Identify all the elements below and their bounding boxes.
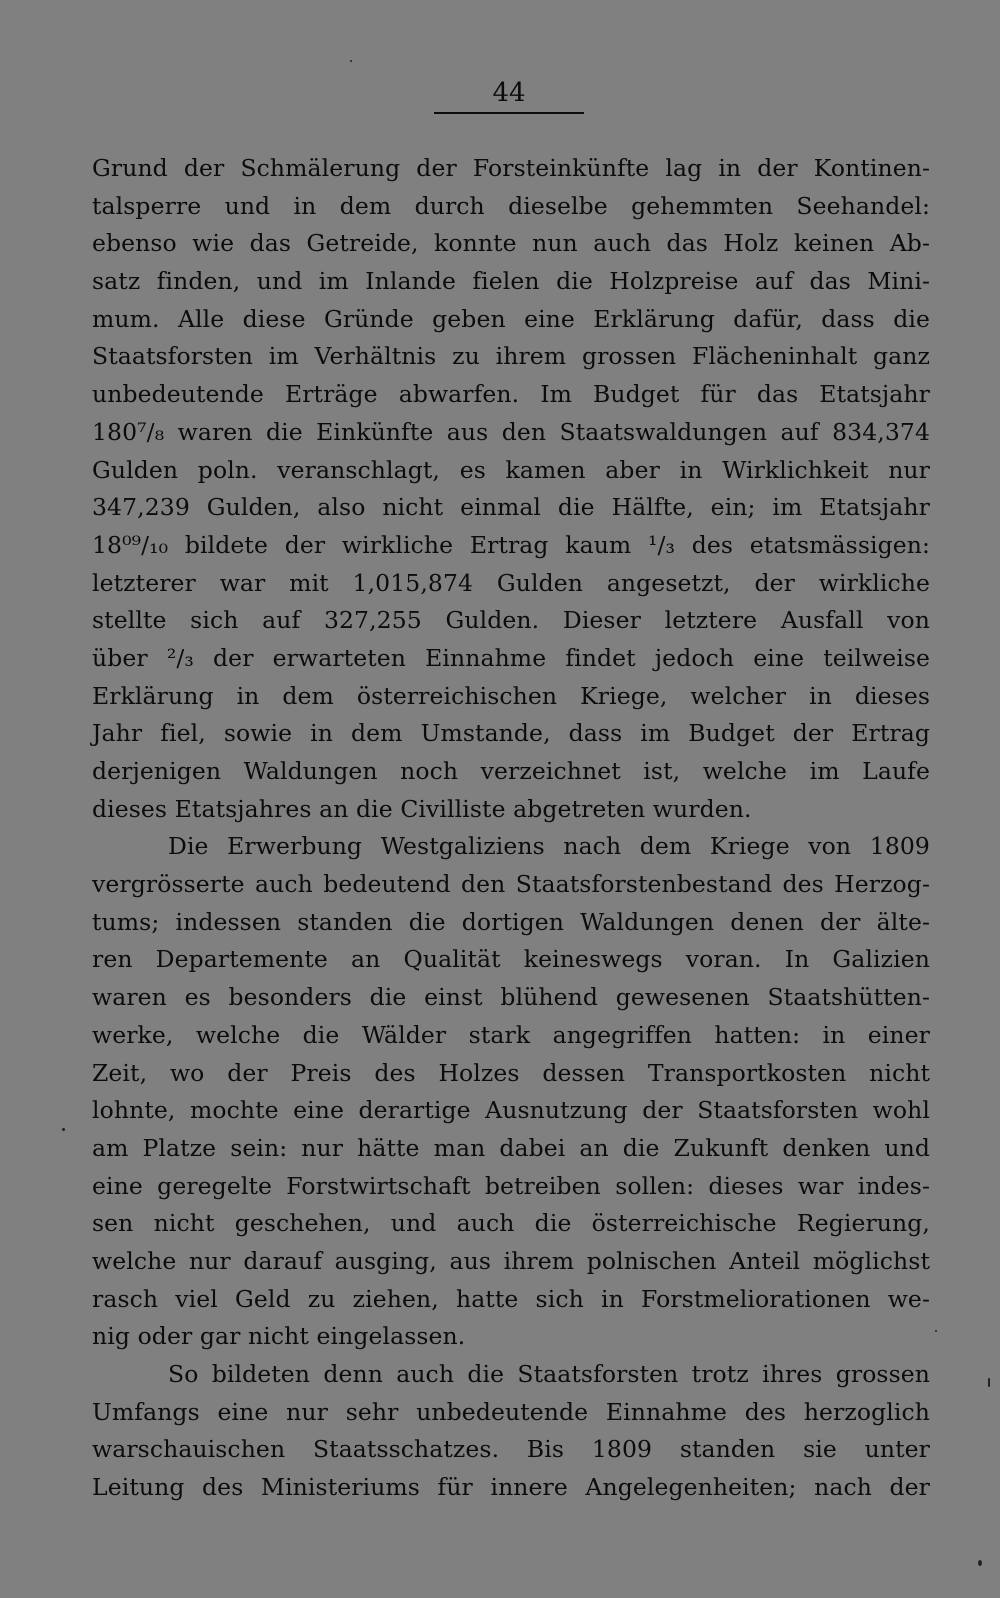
text-line: welche nur darauf ausging, aus ihrem polnischen Anteil möglichst [92,1246,930,1275]
page-number: 44 [434,78,584,114]
text-line: stellte sich auf 327,255 Gulden. Dieser letztere Ausfall von [92,606,930,635]
paragraph-start-line: Die Erwerbung Westgaliziens nach dem Kriege von 1809 [168,832,930,861]
text-line: 347,239 Gulden, also nicht einmal die Hälfte, ein; im Etatsjahr [92,493,930,522]
text-line: unbedeutende Erträge abwarfen. Im Budget für das Etatsjahr [92,380,930,409]
text-line: Staatsforsten im Verhältnis zu ihrem grossen Flächeninhalt ganz [92,342,930,371]
text-line: talsperre und in dem durch dieselbe gehemmten Seehandel: [92,191,930,220]
paragraph-end-line: dieses Etatsjahres an die Civilliste abgetreten wurden. [92,794,752,823]
text-line: Leitung des Ministeriums für innere Angelegenheiten; nach der [92,1473,930,1502]
text-line: vergrösserte auch bedeutend den Staatsforstenbestand des Herzog- [92,870,930,899]
text-line: lohnte, mochte eine derartige Ausnutzung der Staatsforsten wohl [92,1096,930,1125]
text-line: rasch viel Geld zu ziehen, hatte sich in Forstmeliorationen we- [92,1284,930,1313]
text-line: waren es besonders die einst blühend gewesenen Staatshütten- [92,983,930,1012]
text-line: mum. Alle diese Gründe geben eine Erklärung dafür, dass die [92,304,930,333]
text-line: ebenso wie das Getreide, konnte nun auch das Holz keinen Ab- [92,229,930,258]
body-text [92,150,930,1507]
scan-speck [350,60,352,62]
text-line: sen nicht geschehen, und auch die österreichische Regierung, [92,1209,930,1238]
text-line: satz finden, und im Inlande fielen die Holzpreise auf das Mini- [92,267,930,296]
text-line: eine geregelte Forstwirtschaft betreiben sollen: dieses war indes- [92,1171,930,1200]
scan-speck [935,1330,937,1332]
text-line: Umfangs eine nur sehr unbedeutende Einnahme des herzoglich [92,1397,930,1426]
text-line: ren Departemente an Qualität keineswegs voran. In Galizien [92,945,930,974]
text-line: 180⁷/₈ waren die Einkünfte aus den Staatswaldungen auf 834,374 [92,417,930,446]
text-line: Grund der Schmälerung der Forsteinkünfte lag in der Kontinen- [92,154,930,182]
text-line: am Platze sein: nur hätte man dabei an die Zukunft denken und [92,1133,930,1162]
text-line: derjenigen Waldungen noch verzeichnet ist, welche im Laufe [92,757,930,785]
text-line: 18⁰⁹/₁₀ bildete der wirkliche Ertrag kaum ¹/₃ des etatsmässigen: [92,530,930,559]
text-line: letzterer war mit 1,015,874 Gulden angesetzt, der wirkliche [92,568,930,597]
scan-speck [62,1128,65,1131]
text-line: werke, welche die Wälder stark angegriffen hatten: in einer [92,1020,930,1049]
scan-speck [988,1378,990,1387]
text-line: Gulden poln. veranschlagt, es kamen aber in Wirklichkeit nur [92,455,930,484]
paragraph-start-line: So bildeten denn auch die Staatsforsten trotz ihres grossen [168,1360,930,1388]
paragraph-end-line: nig oder gar nicht eingelassen. [92,1322,466,1351]
text-line: Zeit, wo der Preis des Holzes dessen Transportkosten nicht [92,1058,930,1087]
text-line: warschauischen Staatsschatzes. Bis 1809 standen sie unter [92,1435,930,1464]
text-line: tums; indessen standen die dortigen Waldungen denen der älte- [92,907,930,936]
text-line: Jahr fiel, sowie in dem Umstande, dass im Budget der Ertrag [92,719,930,748]
text-line: über ²/₃ der erwarteten Einnahme findet jedoch eine teilweise [92,643,930,672]
text-line: Erklärung in dem österreichischen Kriege, welcher in dieses [92,681,930,710]
scan-speck [978,1560,982,1566]
